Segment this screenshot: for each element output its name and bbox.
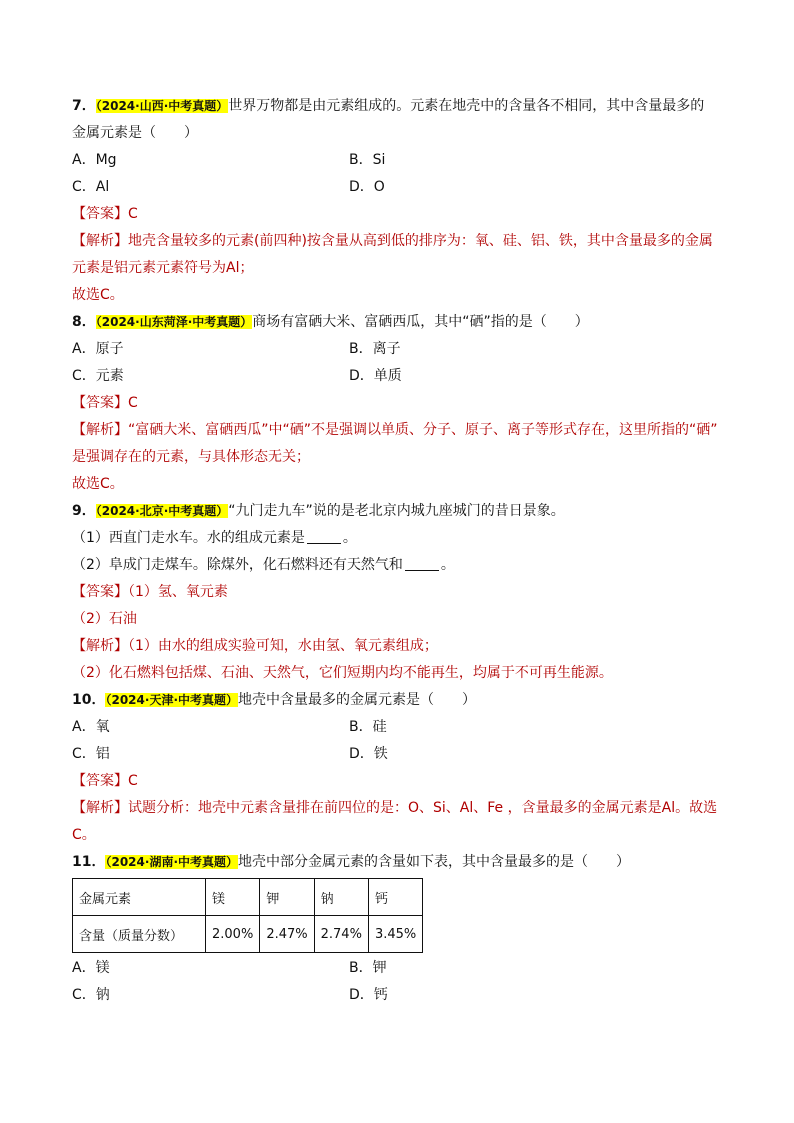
option-a: A．镁 [72, 960, 110, 976]
source-tag: （2024·北京·中考真题） [95, 504, 229, 518]
question-stem: 世界万物都是由元素组成的。元素在地壳中的含量各不相同，其中含量最多的 [228, 98, 705, 114]
analysis-text: 试题分析：地壳中元素含量排在前四位的是：O、Si、Al、Fe ，含量最多的金属元素是Al。故选 [128, 800, 718, 816]
table-cell: 钠 [314, 879, 368, 916]
answer-label: 【答案】 [72, 395, 128, 411]
answer-blank [307, 529, 341, 544]
question-7 [72, 93, 732, 309]
question-9 [72, 498, 732, 687]
question-11 [72, 849, 732, 1009]
answer-label: 【答案】 [72, 773, 128, 789]
options-row [72, 714, 732, 741]
table-cell: 2.74% [314, 916, 368, 953]
sub-question-text: （1）西直门走水车。水的组成元素是 [72, 530, 305, 546]
table-cell: 2.00% [206, 916, 260, 953]
option-d: D．钙 [349, 987, 388, 1003]
element-content-table [72, 878, 423, 953]
question-number: 10． [72, 692, 106, 708]
question-stem: 地壳中含量最多的金属元素是（ ） [238, 692, 477, 708]
table-cell: 3.45% [368, 916, 422, 953]
analysis-text: 地壳含量较多的元素(前四种)按含量从高到低的排序为：氧、硅、铝、铁，其中含量最多的金属 [128, 233, 713, 249]
analysis-text: 是强调存在的元素，与具体形态无关； [72, 449, 310, 465]
table-cell: 镁 [206, 879, 260, 916]
sub-question-text: （2）阜成门走煤车。除煤外，化石燃料还有天然气和 [72, 557, 403, 573]
options-row [72, 982, 732, 1009]
analysis-text: （1）由水的组成实验可知，水由氢、氧元素组成； [128, 638, 438, 654]
answer-blank [405, 556, 439, 571]
analysis-label: 【解析】 [72, 638, 128, 654]
analysis-text: 元素是铝元素元素符号为Al； [72, 260, 254, 276]
sub-question-1 [72, 525, 732, 552]
analysis-label: 【解析】 [72, 800, 128, 816]
table-cell: 2.47% [260, 916, 314, 953]
question-number: 11． [72, 854, 106, 870]
answer-label: 【答案】 [72, 584, 128, 600]
analysis-conclusion: 故选C。 [72, 287, 124, 303]
table-row [73, 916, 423, 953]
table-cell: 金属元素 [73, 879, 206, 916]
question-10 [72, 687, 732, 849]
option-b: B．Si [349, 152, 386, 168]
option-a: A．Mg [72, 152, 117, 168]
options-row [72, 147, 732, 174]
option-d: D．O [349, 179, 385, 195]
sub-question-end: 。 [440, 557, 455, 573]
question-number: 8． [72, 314, 96, 330]
option-c: C．元素 [72, 368, 124, 384]
question-stem: 地壳中部分金属元素的含量如下表，其中含量最多的是（ ） [238, 854, 631, 870]
answer-value: C [128, 206, 138, 222]
answer-value: C [128, 395, 138, 411]
source-tag: （2024·湖南·中考真题） [105, 855, 239, 869]
question-stem: 金属元素是（ ） [72, 125, 198, 141]
option-b: B．离子 [349, 341, 401, 357]
options-row [72, 336, 732, 363]
option-c: C．铝 [72, 746, 110, 762]
table-header-row [73, 879, 423, 916]
option-d: D．铁 [349, 746, 388, 762]
answer-value: C [128, 773, 138, 789]
analysis-label: 【解析】 [72, 422, 128, 438]
source-tag: （2024·天津·中考真题） [105, 693, 239, 707]
sub-question-end: 。 [342, 530, 357, 546]
option-c: C．Al [72, 179, 110, 195]
options-row [72, 955, 732, 982]
option-d: D．单质 [349, 368, 402, 384]
question-8 [72, 309, 732, 498]
sub-question-2 [72, 552, 732, 579]
analysis-text: （2）化石燃料包括煤、石油、天然气，它们短期内均不能再生，均属于不可再生能源。 [72, 665, 613, 681]
answer-value: （1）氢、氧元素 [128, 584, 228, 600]
options-row [72, 174, 732, 201]
table-cell: 钾 [260, 879, 314, 916]
analysis-text: “富硒大米、富硒西瓜”中“硒”不是强调以单质、分子、原子、离子等形式存在，这里所指的“硒” [128, 422, 718, 438]
option-c: C．钠 [72, 987, 110, 1003]
table-cell: 含量（质量分数） [73, 916, 206, 953]
source-tag: （2024·山西·中考真题） [95, 99, 229, 113]
question-list [72, 93, 732, 1009]
analysis-conclusion: 故选C。 [72, 476, 124, 492]
options-row [72, 741, 732, 768]
question-stem: “九门走九车”说的是老北京内城九座城门的昔日景象。 [228, 503, 565, 519]
question-number: 7． [72, 98, 96, 114]
analysis-label: 【解析】 [72, 233, 128, 249]
option-a: A．原子 [72, 341, 124, 357]
source-tag: （2024·山东菏泽·中考真题） [95, 315, 253, 329]
question-stem: 商场有富硒大米、富硒西瓜，其中“硒”指的是（ ） [252, 314, 589, 330]
option-b: B．硅 [349, 719, 387, 735]
question-number: 9． [72, 503, 96, 519]
option-a: A．氧 [72, 719, 110, 735]
options-row [72, 363, 732, 390]
analysis-text: C。 [72, 827, 96, 843]
answer-label: 【答案】 [72, 206, 128, 222]
option-b: B．钾 [349, 960, 387, 976]
answer-value: （2）石油 [72, 611, 137, 627]
table-cell: 钙 [368, 879, 422, 916]
